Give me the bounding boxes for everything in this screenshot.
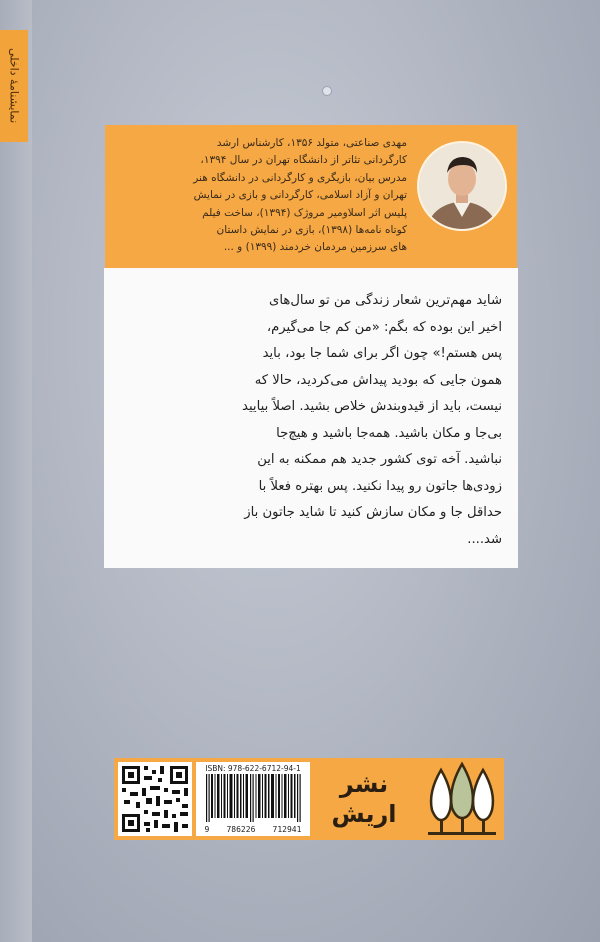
barcode-digit-group: 9: [204, 825, 210, 834]
blurb-line: بی‌جا و مکان باشید. همه‌جا باشید و هیچ‌جا: [276, 425, 502, 441]
isbn-text: ISBN: 978-622-6712-94-1: [205, 764, 301, 773]
blurb-text: [120, 288, 502, 553]
publisher-name: [312, 758, 416, 840]
blurb-line: شد....: [467, 531, 502, 547]
bio-line: مدرس بیان، بازیگری و کارگردانی در دانشگاه هنر: [193, 171, 407, 184]
blurb-line: اخیر این بوده که بگم: «من کم جا می‌گیرم،: [266, 319, 502, 335]
blurb-line: نباشید. آخه توی کشور جدید هم ممکنه به این: [257, 452, 502, 467]
blurb-line: زودی‌ها جاتون رو پیدا نکنید. پس بهتره فعلاً با: [258, 478, 502, 494]
blurb-line: نیست، باید از قیدوبندش خلاص بشید. اصلاً بیایید: [242, 399, 502, 414]
isbn-barcode: [196, 762, 310, 836]
bio-line: کارگردانی تئاتر از دانشگاه تهران در سال ۱۳۹۴،: [200, 154, 407, 167]
blurb-line: شاید مهم‌ترین شعار زندگی من تو سال‌های: [269, 293, 502, 308]
author-bio-text: [115, 135, 407, 257]
decorative-dot: [322, 86, 332, 96]
series-tab: [0, 30, 28, 142]
bio-line: پلیس اثر اسلاومیر مروژک (۱۳۹۴)، ساخت فیلم: [202, 206, 407, 219]
bio-line: مهدی صناعتی، متولد ۱۳۵۶، کارشناس ارشد: [216, 137, 407, 149]
author-photo: [417, 141, 507, 231]
blurb-line: حداقل جا و مکان سازش کنید تا شاید جاتون باز: [244, 505, 502, 520]
barcode-digit-group: 712941: [272, 825, 302, 834]
series-tab-label: نمایشنامهٔ داخلی: [7, 48, 21, 124]
bio-line: تهران و آزاد اسلامی، کارگردانی و بازی در نمایش: [193, 189, 407, 202]
bio-line: های سرزمین مردمان خردمند (۱۳۹۹) و ...: [223, 241, 407, 254]
barcode-digits: [196, 825, 310, 834]
qr-code: [118, 762, 192, 836]
publisher-logo-icon: [420, 758, 504, 840]
bio-line: کوتاه نامه‌ها (۱۳۹۸)، بازی در نمایش داستان: [216, 224, 407, 237]
barcode-digit-group: 786226: [226, 825, 256, 834]
blurb-line: پس هستم!» چون اگر برای شما جا بود، باید: [262, 346, 502, 361]
author-bio-box: [105, 125, 517, 268]
publisher-line1: نشر: [339, 770, 389, 798]
publisher-line2: اریش: [331, 800, 397, 828]
blurb-box: [104, 268, 518, 568]
blurb-line: همون جایی که بودید پیداش می‌کردید، حالا که: [254, 372, 502, 388]
publisher-panel: [114, 758, 504, 840]
